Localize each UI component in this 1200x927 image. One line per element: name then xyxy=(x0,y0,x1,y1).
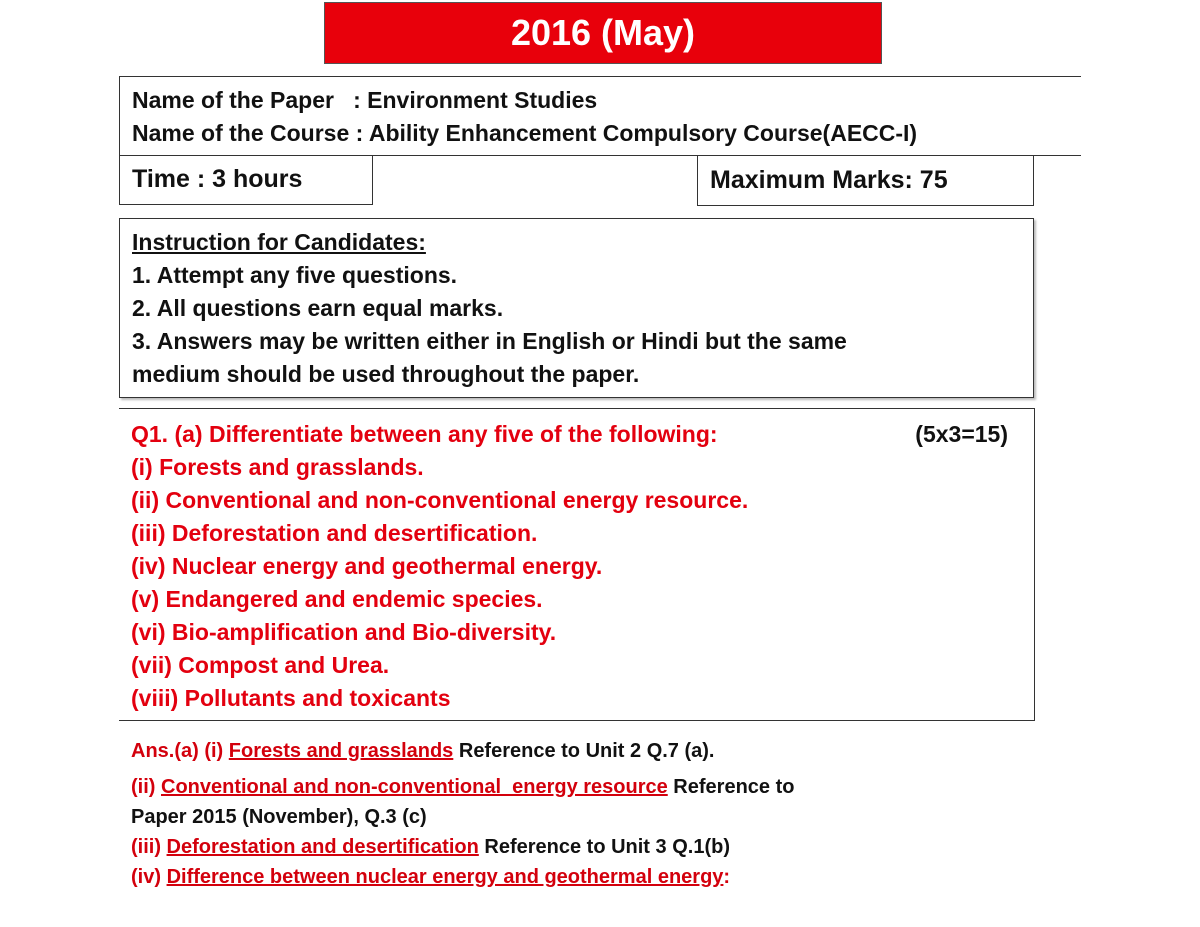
course-name-value: Ability Enhancement Compulsory Course(AECC-I) xyxy=(363,120,918,146)
answer-topic: Conventional and non-conventional energy resource xyxy=(161,776,668,798)
instructions-box xyxy=(119,218,1034,398)
answer-line-4 xyxy=(131,862,1011,892)
course-name-label: Name of the Course : xyxy=(132,120,364,146)
instruction-item: medium should be used throughout the paper. xyxy=(132,361,640,387)
question-item: (vi) Bio-amplification and Bio-diversity. xyxy=(131,619,557,645)
answer-prefix: Ans.(a) (i) xyxy=(131,740,229,762)
paper-info-box xyxy=(119,76,1081,156)
paper-name-value: Environment Studies xyxy=(360,87,598,113)
answer-line-2-cont: Paper 2015 (November), Q.3 (c) xyxy=(131,806,427,828)
answers-section xyxy=(131,736,1011,892)
question-heading: Q1. (a) Differentiate between any five of the following: xyxy=(131,421,718,447)
answer-suffix: : xyxy=(723,866,731,888)
question-item: (vii) Compost and Urea. xyxy=(131,652,390,678)
answer-topic: Difference between nuclear energy and geothermal energy xyxy=(166,866,724,888)
question-item: (v) Endangered and endemic species. xyxy=(131,586,543,612)
question-item: (viii) Pollutants and toxicants xyxy=(131,685,451,711)
answer-line-3 xyxy=(131,832,1011,862)
question-marks: (5x3=15) xyxy=(915,421,1008,447)
answer-prefix: (iv) xyxy=(131,866,167,888)
year-banner: 2016 (May) xyxy=(324,2,882,64)
instructions-heading: Instruction for Candidates: xyxy=(132,229,426,255)
answer-reference: Reference to xyxy=(667,776,795,798)
instruction-item: 1. Attempt any five questions. xyxy=(132,262,458,288)
question-box xyxy=(119,408,1035,721)
answer-topic: Deforestation and desertification xyxy=(166,836,479,858)
paper-name-label: Name of the Paper : xyxy=(132,87,361,113)
answer-line-2 xyxy=(131,772,1011,802)
instruction-item: 3. Answers may be written either in English or Hindi but the same xyxy=(132,328,847,354)
question-heading-line xyxy=(131,418,1022,451)
maximum-marks-box: Maximum Marks: 75 xyxy=(697,155,1034,206)
answer-reference: Reference to Unit 3 Q.1(b) xyxy=(478,836,730,858)
question-item: (i) Forests and grasslands. xyxy=(131,454,424,480)
answer-prefix: (ii) xyxy=(131,776,161,798)
question-item: (iv) Nuclear energy and geothermal energy. xyxy=(131,553,603,579)
answer-prefix: (iii) xyxy=(131,836,167,858)
question-item: (ii) Conventional and non-conventional energy resource. xyxy=(131,487,749,513)
paper-name-line xyxy=(132,84,1069,117)
course-name-line xyxy=(132,117,1069,150)
answer-topic: Forests and grasslands xyxy=(228,740,454,762)
question-item: (iii) Deforestation and desertification. xyxy=(131,520,538,546)
answer-line-1 xyxy=(131,736,1011,766)
answer-reference: Reference to Unit 2 Q.7 (a). xyxy=(453,740,715,762)
instruction-item: 2. All questions earn equal marks. xyxy=(132,295,504,321)
time-box: Time : 3 hours xyxy=(119,155,373,205)
